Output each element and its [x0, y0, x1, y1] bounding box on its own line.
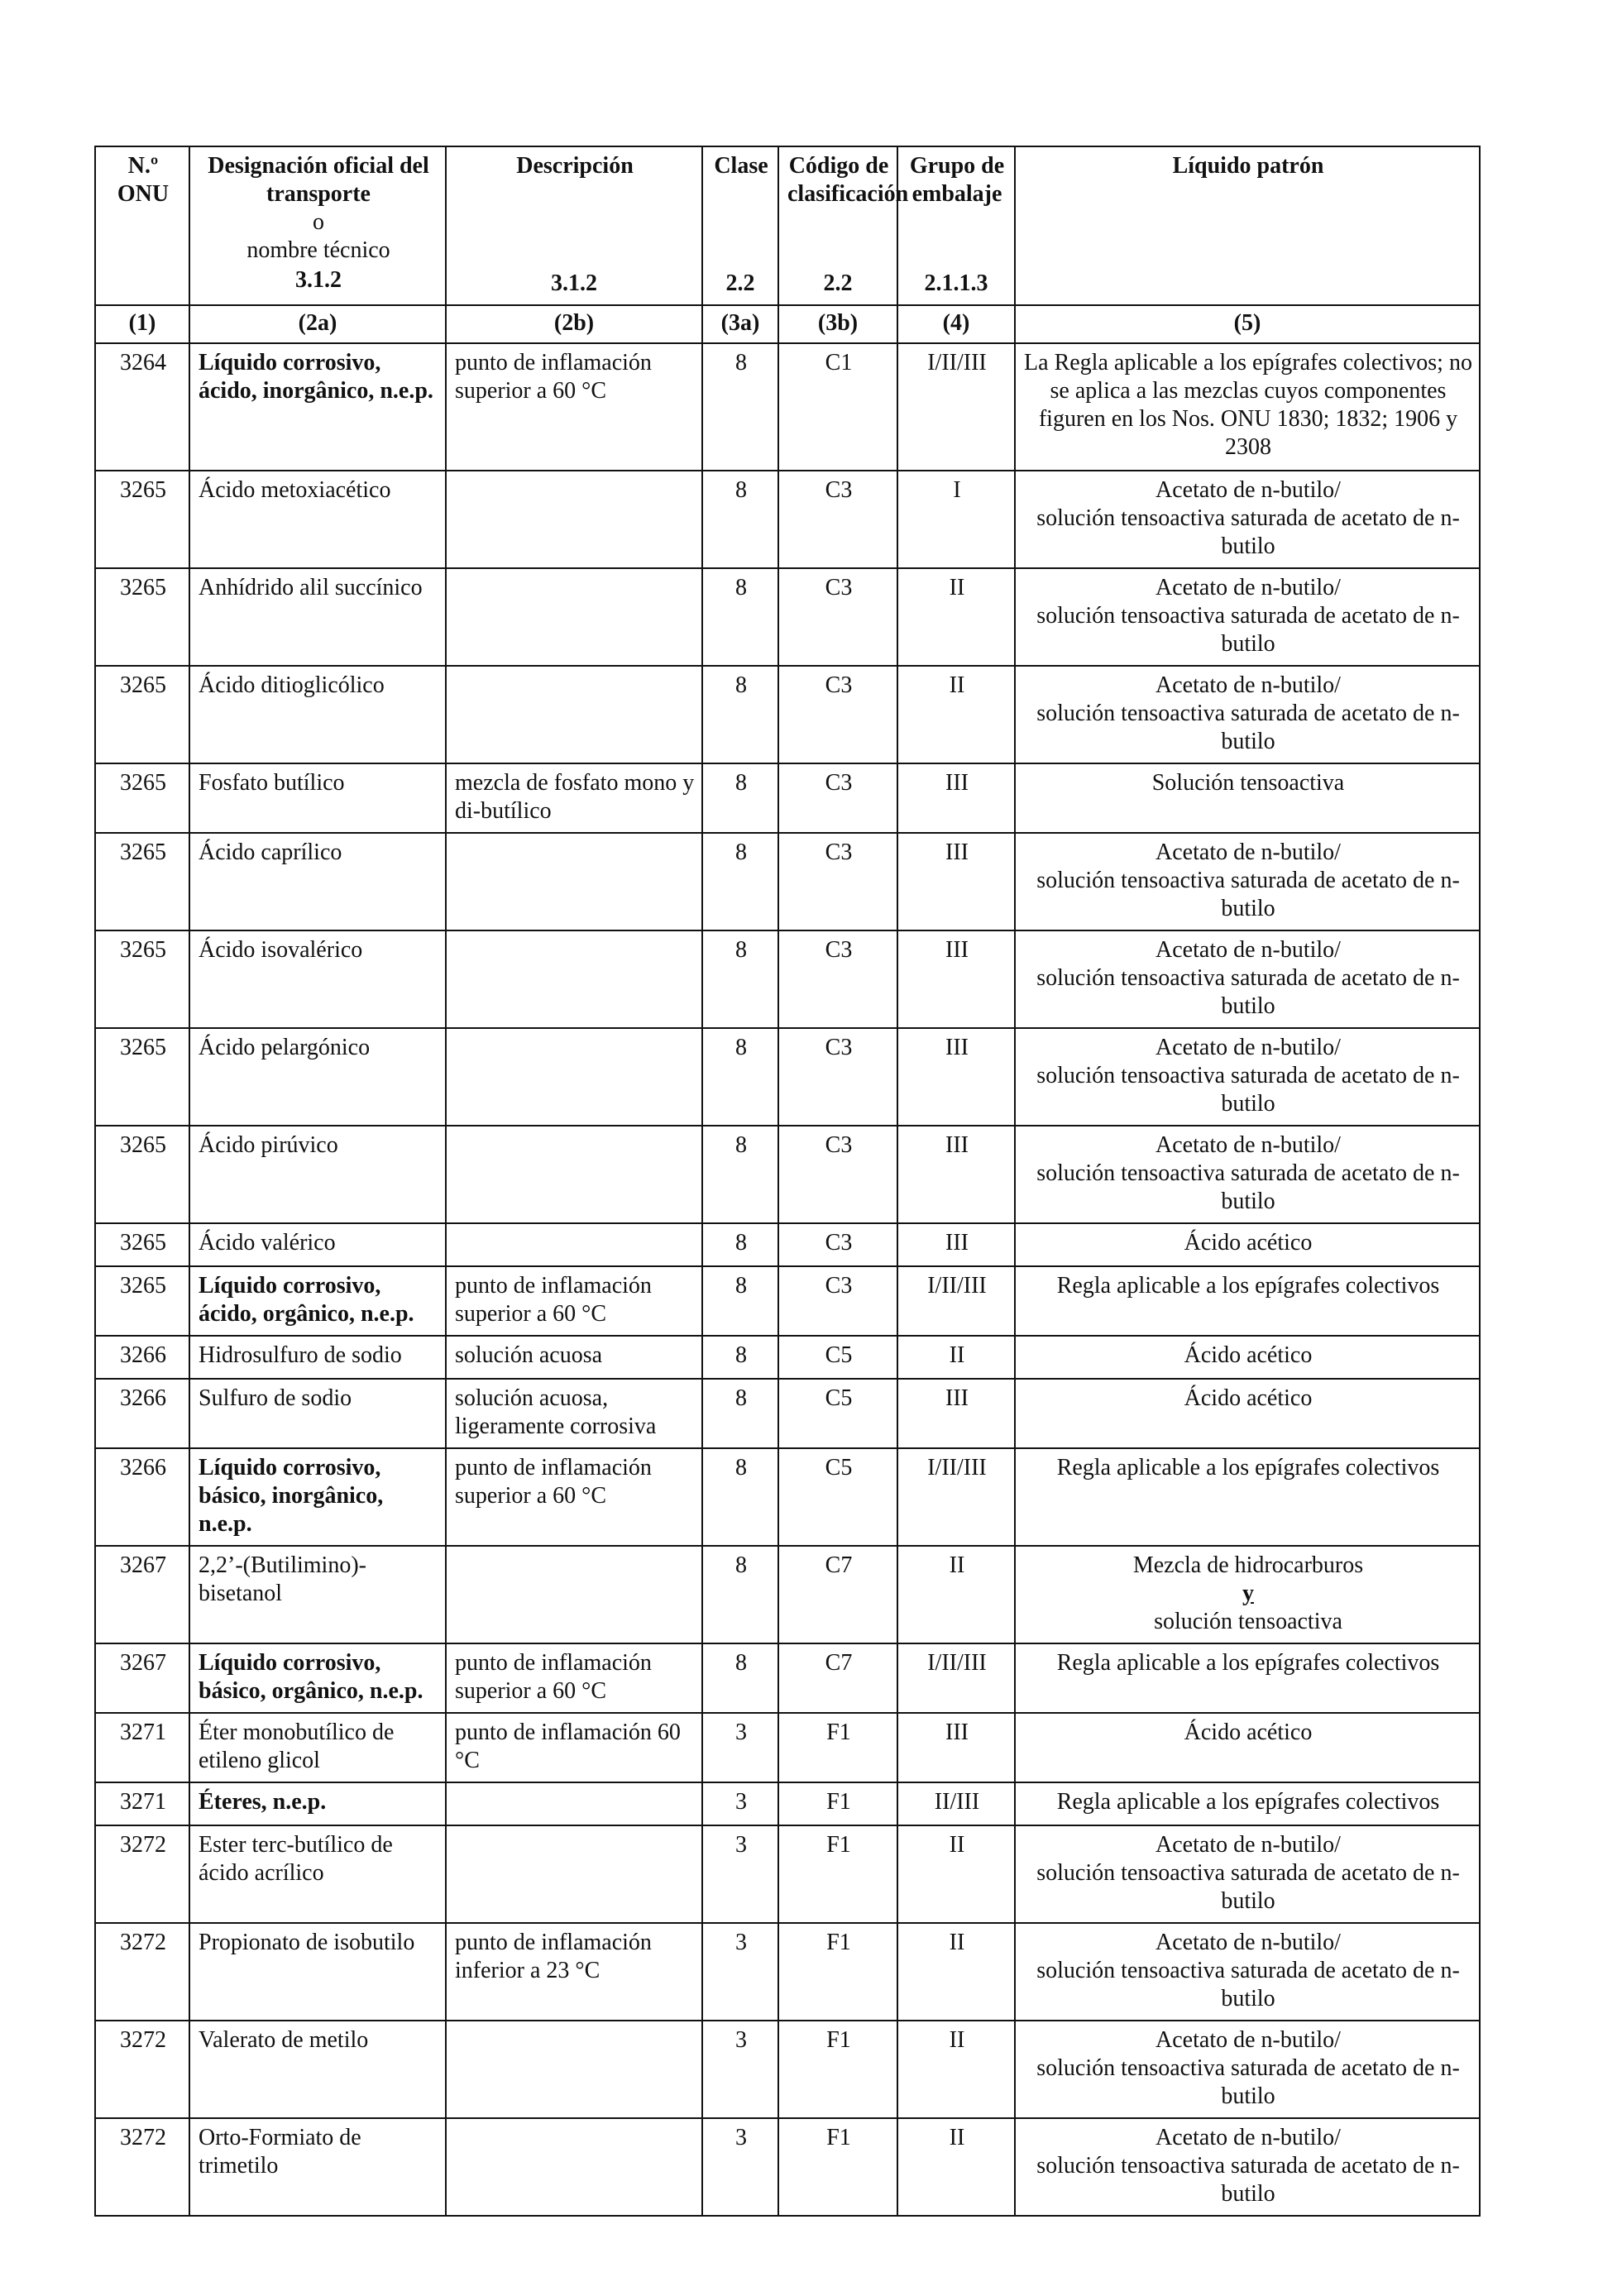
table-row [95, 1336, 1480, 1379]
standard-liquid-line: Solución tensoactiva [1151, 770, 1345, 796]
classification-code-cell: F1 [778, 1713, 897, 1782]
description-cell [446, 471, 702, 568]
header-designation-or: o [313, 209, 324, 235]
table-row [95, 1448, 1480, 1546]
designation-cell: 2,2’-(Butilimino)-bisetanol [189, 1546, 446, 1643]
header-description [446, 146, 702, 305]
class-cell: 8 [702, 930, 778, 1028]
packing-group-cell: II [897, 1546, 1015, 1643]
packing-group-cell: II [897, 666, 1015, 763]
table-row [95, 1643, 1480, 1713]
standard-liquid-line: Acetato de n-butilo/ [1155, 1832, 1341, 1858]
header-packing-group-title: Grupo de embalaje [909, 153, 1005, 207]
header-description-ref: 3.1.2 [551, 270, 597, 296]
class-cell: 8 [702, 1126, 778, 1223]
class-cell: 8 [702, 666, 778, 763]
class-cell: 8 [702, 1028, 778, 1126]
class-cell: 8 [702, 763, 778, 833]
designation-cell: Líquido corrosivo, básico, inorgânico, n.e.p. [189, 1448, 446, 1546]
column-number: (2a) [189, 305, 446, 343]
standard-liquid-line: Acetato de n-butilo/ [1155, 672, 1341, 698]
class-cell: 3 [702, 1782, 778, 1825]
packing-group-cell: II [897, 2118, 1015, 2216]
designation-cell: Ácido pirúvico [189, 1126, 446, 1223]
description-cell [446, 2021, 702, 2118]
onu-cell: 3271 [95, 1713, 189, 1782]
standard-liquid-line: solución tensoactiva saturada de acetato de n-butilo [1036, 868, 1460, 921]
standard-liquid-line: solución tensoactiva saturada de acetato de n-butilo [1036, 603, 1460, 657]
header-onu: N.º ONU [95, 146, 189, 305]
standard-liquid-line: solución tensoactiva saturada de acetato de n-butilo [1036, 1958, 1460, 2011]
designation-cell: Fosfato butílico [189, 763, 446, 833]
description-cell: solución acuosa [446, 1336, 702, 1379]
standard-liquid-line: y [1242, 1581, 1254, 1606]
designation-cell: Orto-Formiato de trimetilo [189, 2118, 446, 2216]
classification-code-cell: C5 [778, 1379, 897, 1448]
table-row [95, 1825, 1480, 1923]
onu-cell: 3272 [95, 1923, 189, 2021]
table-row [95, 1223, 1480, 1266]
designation-cell: Ácido isovalérico [189, 930, 446, 1028]
standard-liquid-line: Regla aplicable a los epígrafes colectivos [1056, 1650, 1440, 1676]
designation-cell: Anhídrido alil succínico [189, 568, 446, 666]
onu-cell: 3265 [95, 833, 189, 930]
designation-cell: Líquido corrosivo, básico, orgânico, n.e.p. [189, 1643, 446, 1713]
onu-cell: 3265 [95, 930, 189, 1028]
packing-group-cell: III [897, 1379, 1015, 1448]
header-designation [189, 146, 446, 305]
designation-cell: Sulfuro de sodio [189, 1379, 446, 1448]
table-row [95, 343, 1480, 471]
table-body [95, 343, 1480, 2216]
designation-cell: Ester terc-butílico de ácido acrílico [189, 1825, 446, 1923]
column-number: (1) [95, 305, 189, 343]
standard-liquid-cell [1015, 1126, 1480, 1223]
onu-cell: 3267 [95, 1643, 189, 1713]
onu-cell: 3267 [95, 1546, 189, 1643]
classification-code-cell: F1 [778, 2021, 897, 2118]
packing-group-cell: III [897, 1028, 1015, 1126]
standard-liquid-cell [1015, 1825, 1480, 1923]
header-class-title: Clase [714, 153, 768, 179]
table-row [95, 1266, 1480, 1336]
packing-group-cell: I/II/III [897, 1448, 1015, 1546]
standard-liquid-line: Ácido acético [1184, 1385, 1313, 1411]
packing-group-cell: III [897, 1126, 1015, 1223]
class-cell: 3 [702, 1923, 778, 2021]
standard-liquid-line: solución tensoactiva [1154, 1609, 1342, 1634]
header-standard-liquid [1015, 146, 1480, 305]
standard-liquid-line: Acetato de n-butilo/ [1155, 477, 1341, 503]
header-row [95, 146, 1480, 305]
classification-code-cell: F1 [778, 1923, 897, 2021]
standard-liquid-cell [1015, 2118, 1480, 2216]
description-cell [446, 1825, 702, 1923]
packing-group-cell: I/II/III [897, 1266, 1015, 1336]
packing-group-cell: III [897, 1223, 1015, 1266]
onu-cell: 3265 [95, 1223, 189, 1266]
designation-cell: Ácido pelargónico [189, 1028, 446, 1126]
classification-code-cell: C3 [778, 930, 897, 1028]
standard-liquid-line: Regla aplicable a los epígrafes colectivos [1056, 1455, 1440, 1480]
classification-code-cell: C3 [778, 568, 897, 666]
class-cell: 8 [702, 1643, 778, 1713]
classification-code-cell: F1 [778, 1782, 897, 1825]
description-cell: punto de inflamación inferior a 23 °C [446, 1923, 702, 2021]
standard-liquid-cell [1015, 1336, 1480, 1379]
onu-cell: 3265 [95, 568, 189, 666]
standard-liquid-line: Acetato de n-butilo/ [1155, 839, 1341, 865]
standard-liquid-cell [1015, 1546, 1480, 1643]
header-class-ref: 2.2 [725, 270, 755, 296]
standard-liquid-cell [1015, 1713, 1480, 1782]
class-cell: 8 [702, 343, 778, 471]
description-cell [446, 930, 702, 1028]
column-number: (5) [1015, 305, 1480, 343]
packing-group-cell: I/II/III [897, 1643, 1015, 1713]
standard-liquid-line: Acetato de n-butilo/ [1155, 1132, 1341, 1158]
class-cell: 8 [702, 1336, 778, 1379]
class-cell: 3 [702, 2118, 778, 2216]
description-cell [446, 1126, 702, 1223]
table-row [95, 833, 1480, 930]
standard-liquid-line: solución tensoactiva saturada de acetato de n-butilo [1036, 2153, 1460, 2207]
designation-cell: Líquido corrosivo, ácido, inorgânico, n.e.p. [189, 343, 446, 471]
header-classification-code [778, 146, 909, 305]
designation-cell: Líquido corrosivo, ácido, orgânico, n.e.p. [189, 1266, 446, 1336]
description-cell: punto de inflamación superior a 60 °C [446, 1448, 702, 1546]
column-number: (2b) [446, 305, 702, 343]
onu-cell: 3265 [95, 763, 189, 833]
onu-cell: 3266 [95, 1448, 189, 1546]
standard-liquid-line: Acetato de n-butilo/ [1155, 1930, 1341, 1955]
packing-group-cell: I [897, 471, 1015, 568]
classification-code-cell: C7 [778, 1643, 897, 1713]
standard-liquid-cell [1015, 1448, 1480, 1546]
class-cell: 8 [702, 1546, 778, 1643]
standard-liquid-line: Ácido acético [1184, 1342, 1313, 1368]
classification-code-cell: C1 [778, 343, 897, 471]
classification-code-cell: C3 [778, 763, 897, 833]
table-row [95, 763, 1480, 833]
standard-liquid-cell [1015, 1782, 1480, 1825]
onu-cell: 3265 [95, 1028, 189, 1126]
description-cell: punto de inflamación superior a 60 °C [446, 1266, 702, 1336]
standard-liquid-line: Regla aplicable a los epígrafes colectivos [1056, 1273, 1440, 1299]
packing-group-cell: II [897, 568, 1015, 666]
standard-liquid-cell [1015, 1028, 1480, 1126]
header-packing-group-ref: 2.1.1.3 [924, 270, 988, 296]
table-row [95, 1028, 1480, 1126]
packing-group-cell: I/II/III [897, 343, 1015, 471]
description-cell: solución acuosa, ligeramente corrosiva [446, 1379, 702, 1448]
classification-code-cell: C5 [778, 1336, 897, 1379]
description-cell: mezcla de fosfato mono y di-butílico [446, 763, 702, 833]
packing-group-cell: III [897, 833, 1015, 930]
standard-liquid-line: solución tensoactiva saturada de acetato de n-butilo [1036, 1063, 1460, 1117]
onu-cell: 3266 [95, 1379, 189, 1448]
classification-code-cell: C3 [778, 666, 897, 763]
description-cell [446, 666, 702, 763]
designation-cell: Ácido ditioglicólico [189, 666, 446, 763]
classification-code-cell: C7 [778, 1546, 897, 1643]
class-cell: 8 [702, 1266, 778, 1336]
column-number-row [95, 305, 1480, 343]
onu-cell: 3265 [95, 666, 189, 763]
table-row [95, 1713, 1480, 1782]
table-row [95, 471, 1480, 568]
class-cell: 8 [702, 1448, 778, 1546]
classification-code-cell: C3 [778, 1266, 897, 1336]
table-row [95, 2118, 1480, 2216]
designation-cell: Ácido metoxiacético [189, 471, 446, 568]
class-cell: 8 [702, 471, 778, 568]
column-number: (3b) [778, 305, 897, 343]
table-row [95, 1546, 1480, 1643]
packing-group-cell: II [897, 1336, 1015, 1379]
standard-liquid-line: Acetato de n-butilo/ [1155, 575, 1341, 600]
designation-cell: Propionato de isobutilo [189, 1923, 446, 2021]
designation-cell: Éteres, n.e.p. [189, 1782, 446, 1825]
standard-liquid-line: Ácido acético [1184, 1720, 1313, 1745]
dangerous-goods-table [94, 146, 1481, 2217]
class-cell: 3 [702, 2021, 778, 2118]
standard-liquid-line: solución tensoactiva saturada de acetato de n-butilo [1036, 505, 1460, 559]
description-cell [446, 1028, 702, 1126]
standard-liquid-line: La Regla aplicable a los epígrafes colectivos; no se aplica a las mezclas cuyos componentes figuren en los Nos. ONU 1830; 1832; 1906 y 2308 [1024, 350, 1472, 460]
standard-liquid-cell [1015, 763, 1480, 833]
table-row [95, 1379, 1480, 1448]
designation-cell: Hidrosulfuro de sodio [189, 1336, 446, 1379]
standard-liquid-line: Acetato de n-butilo/ [1155, 1035, 1341, 1060]
header-classification-code-title: Código de clasificación [787, 153, 909, 207]
classification-code-cell: C3 [778, 1126, 897, 1223]
description-cell [446, 1223, 702, 1266]
standard-liquid-cell [1015, 471, 1480, 568]
onu-cell: 3265 [95, 1126, 189, 1223]
description-cell [446, 2118, 702, 2216]
standard-liquid-line: Regla aplicable a los epígrafes colectivos [1056, 1789, 1440, 1815]
standard-liquid-line: solución tensoactiva saturada de acetato de n-butilo [1036, 701, 1460, 754]
classification-code-cell: C3 [778, 833, 897, 930]
standard-liquid-cell [1015, 568, 1480, 666]
class-cell: 8 [702, 1379, 778, 1448]
onu-cell: 3272 [95, 2118, 189, 2216]
onu-cell: 3265 [95, 471, 189, 568]
classification-code-cell: F1 [778, 2118, 897, 2216]
description-cell [446, 1782, 702, 1825]
onu-cell: 3272 [95, 2021, 189, 2118]
standard-liquid-cell [1015, 1223, 1480, 1266]
standard-liquid-cell [1015, 1266, 1480, 1336]
standard-liquid-line: Mezcla de hidrocarburos [1132, 1552, 1364, 1578]
table-row [95, 1923, 1480, 2021]
header-standard-liquid-title: Líquido patrón [1172, 153, 1324, 179]
standard-liquid-line: Acetato de n-butilo/ [1155, 2125, 1341, 2150]
packing-group-cell: II [897, 2021, 1015, 2118]
standard-liquid-line: solución tensoactiva saturada de acetato de n-butilo [1036, 2055, 1460, 2109]
designation-cell: Valerato de metilo [189, 2021, 446, 2118]
onu-cell: 3266 [95, 1336, 189, 1379]
packing-group-cell: II/III [897, 1782, 1015, 1825]
header-designation-technical: nombre técnico [246, 237, 390, 263]
standard-liquid-cell [1015, 930, 1480, 1028]
description-cell: punto de inflamación superior a 60 °C [446, 343, 702, 471]
class-cell: 8 [702, 833, 778, 930]
classification-code-cell: C3 [778, 1028, 897, 1126]
class-cell: 3 [702, 1825, 778, 1923]
standard-liquid-cell [1015, 1923, 1480, 2021]
table-row [95, 568, 1480, 666]
standard-liquid-cell [1015, 833, 1480, 930]
class-cell: 8 [702, 1223, 778, 1266]
header-designation-ref: 3.1.2 [295, 267, 342, 293]
classification-code-cell: C5 [778, 1448, 897, 1546]
description-cell [446, 568, 702, 666]
standard-liquid-cell [1015, 2021, 1480, 2118]
designation-cell: Ácido caprílico [189, 833, 446, 930]
packing-group-cell: II [897, 1825, 1015, 1923]
standard-liquid-cell [1015, 343, 1480, 471]
column-number: (3a) [702, 305, 778, 343]
standard-liquid-line: solución tensoactiva saturada de acetato de n-butilo [1036, 1160, 1460, 1214]
classification-code-cell: C3 [778, 1223, 897, 1266]
description-cell [446, 1546, 702, 1643]
class-cell: 8 [702, 568, 778, 666]
header-description-title: Descripción [516, 153, 634, 179]
designation-cell: Ácido valérico [189, 1223, 446, 1266]
description-cell: punto de inflamación superior a 60 °C [446, 1643, 702, 1713]
onu-cell: 3271 [95, 1782, 189, 1825]
table-row [95, 1126, 1480, 1223]
header-class [702, 146, 778, 305]
description-cell: punto de inflamación 60 °C [446, 1713, 702, 1782]
standard-liquid-line: Ácido acético [1184, 1230, 1313, 1256]
class-cell: 3 [702, 1713, 778, 1782]
standard-liquid-cell [1015, 1643, 1480, 1713]
description-cell [446, 833, 702, 930]
onu-cell: 3265 [95, 1266, 189, 1336]
header-packing-group [897, 146, 1015, 305]
standard-liquid-cell [1015, 666, 1480, 763]
packing-group-cell: III [897, 1713, 1015, 1782]
onu-cell: 3272 [95, 1825, 189, 1923]
standard-liquid-line: solución tensoactiva saturada de acetato de n-butilo [1036, 965, 1460, 1019]
table-row [95, 930, 1480, 1028]
designation-cell: Éter monobutílico de etileno glicol [189, 1713, 446, 1782]
classification-code-cell: C3 [778, 471, 897, 568]
table-row [95, 2021, 1480, 2118]
header-classification-code-ref: 2.2 [823, 270, 853, 296]
classification-code-cell: F1 [778, 1825, 897, 1923]
packing-group-cell: III [897, 763, 1015, 833]
table-row [95, 1782, 1480, 1825]
standard-liquid-line: solución tensoactiva saturada de acetato de n-butilo [1036, 1860, 1460, 1914]
header-designation-title: Designación oficial del transporte [208, 153, 429, 207]
standard-liquid-line: Acetato de n-butilo/ [1155, 2027, 1341, 2053]
table-row [95, 666, 1480, 763]
onu-cell: 3264 [95, 343, 189, 471]
standard-liquid-line: Acetato de n-butilo/ [1155, 937, 1341, 963]
column-number: (4) [897, 305, 1015, 343]
standard-liquid-cell [1015, 1379, 1480, 1448]
packing-group-cell: III [897, 930, 1015, 1028]
packing-group-cell: II [897, 1923, 1015, 2021]
